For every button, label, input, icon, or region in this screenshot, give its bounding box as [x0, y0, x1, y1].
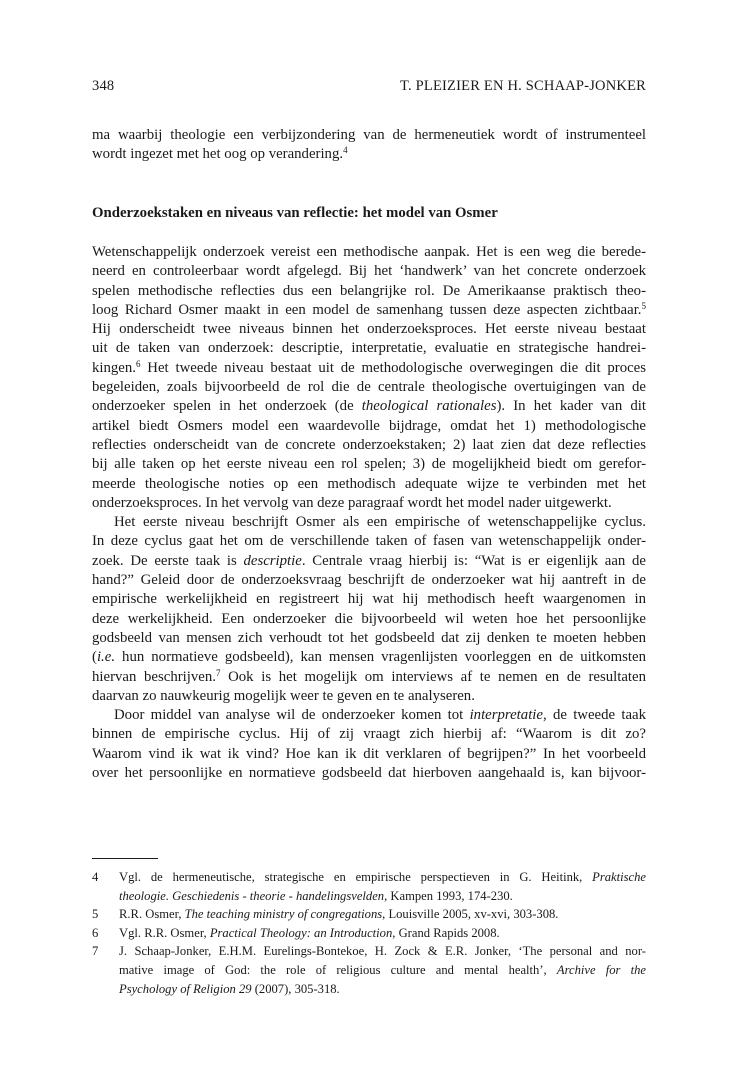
- text-line: onderzoeker spelen in het onderzoek (de theological rationales). In het kader van dit: [92, 398, 646, 415]
- footnote-separator: [92, 858, 158, 859]
- text-line: hiervan beschrijven.$^7$ Ook is het mogelijk om interviews af te nemen en de resultaten: [92, 667, 646, 685]
- text-line: neerd en controleerbaar wordt afgelegd. Bij het ‘handwerk’ van het concrete onderzoek: [92, 263, 646, 280]
- text-line: godsbeeld van mensen zich verhoudt tot het godsbeeld dat zij denken te moeten hebben: [92, 629, 646, 646]
- footnote-ref: 7: [215, 667, 221, 678]
- text-line: reflecties onderscheidt van de concrete onderzoekstaken; 2) laat zien dat deze reflecties: [92, 436, 646, 453]
- section-heading: Onderzoekstaken en niveaus van reflectie: het model van Osmer: [92, 205, 498, 221]
- text-line: loog Richard Osmer maakt in een model de samenhang tussen deze aspecten zichtbaar.$^5$: [92, 300, 646, 318]
- opening-paragraph: [92, 126, 646, 165]
- text-line: empirische werkelijkheid en registreert hij wat hij methodisch heeft waargenomen in: [92, 591, 646, 608]
- text-line: (i.e. hun normatieve godsbeeld), kan mensen vragenlijsten voorleggen en de uitkomsten: [92, 649, 646, 666]
- footnote-ref: 4: [343, 145, 348, 156]
- text-line: uit de taken van onderzoek: descriptie, interpretatie, evaluatie en strategische handrei-: [92, 340, 646, 357]
- text-line: over het persoonlijke en normatieve godsbeeld dat hierboven aangehaald is, kan bijvoor-: [92, 765, 646, 782]
- footnote-line: Vgl. R.R. Osmer, Practical Theology: an Introduction, Grand Rapids 2008.: [119, 925, 500, 940]
- footnote-line: mative image of God: the role of religious culture and mental health’, Archive for the: [119, 962, 646, 977]
- running-head: T. PLEIZIER EN H. SCHAAP-JONKER: [400, 78, 646, 94]
- main-text: [92, 243, 646, 783]
- text-line: bij alle taken op het eerste niveau een rol spelen; 3) de mogelijkheid biedt om gerefor-: [92, 456, 646, 473]
- text-line: Wetenschappelijk onderzoek vereist een methodische aanpak. Het is een weg die berede-: [92, 244, 646, 260]
- footnote-4: [92, 868, 646, 905]
- text-line: Het eerste niveau beschrijft Osmer als een empirische of wetenschappelijke cyclus.: [114, 514, 646, 531]
- text-line: Hij onderscheidt twee niveaus binnen het onderzoeksproces. Het eerste niveau bestaat: [92, 321, 646, 338]
- footnote-5: [92, 905, 646, 924]
- footnote-line: J. Schaap-Jonker, E.H.M. Eurelings-Bontekoe, H. Zock & E.R. Jonker, ‘The personal and nor-: [119, 944, 646, 959]
- text-line: Waarom vind ik wat ik vind? Hoe kan ik dit verklaren of begrijpen?” In het voorbeeld: [92, 745, 646, 762]
- text-line: zoek. De eerste taak is descriptie. Centrale vraag hierbij is: “Wat is er eigenlijk aan de: [92, 552, 646, 569]
- footnote-number: 7: [92, 944, 99, 959]
- text-line: meerde theologische noties op een methodisch adequate wijze te verbinden met het: [92, 475, 646, 492]
- text-line: deze werkelijkheid. Een onderzoeker die bijvoorbeeld wil weten hoe het persoonlijke: [92, 610, 646, 627]
- footnote-line: R.R. Osmer, The teaching ministry of congregations, Louisville 2005, xv-xvi, 303-308.: [119, 907, 559, 922]
- footnote-7: [92, 942, 646, 998]
- text-line: In deze cyclus gaat het om de verschillende taken of fasen van wetenschappelijk onder-: [92, 533, 646, 550]
- footnotes: [92, 868, 646, 998]
- footnote-line: Vgl. de hermeneutische, strategische en empirische perspectieven in G. Heitink, Praktische: [119, 870, 646, 884]
- footnote-ref: 5: [641, 300, 646, 311]
- footnote-number: 5: [92, 907, 99, 922]
- footnote-6: [92, 924, 646, 943]
- footnote-ref: 6: [135, 358, 141, 369]
- text-line: spelen methodische reflecties dus een belangrijke rol. De Amerikaanse praktisch theo-: [92, 282, 646, 299]
- text-line: binnen de empirische cyclus. Hij of zij vraagt zich hierbij af: “Waarom is dit zo?: [92, 726, 646, 743]
- text-line: begeleiden, zoals bijvoorbeeld de rol die de centrale theologische overtuigingen van de: [92, 379, 646, 396]
- footnote-number: 4: [92, 870, 99, 884]
- text-line: onderzoeksproces. In het vervolg van deze paragraaf wordt het model nader uitgewerkt.: [92, 494, 612, 511]
- footnote-number: 6: [92, 925, 99, 940]
- text-line: hand?” Geleid door de onderzoeksvraag beschrijft de onderzoeker wat hij aantreft in de: [92, 572, 646, 589]
- text-line: Door middel van analyse wil de onderzoeker komen tot interpretatie, de tweede taak: [114, 707, 647, 724]
- text-line: daarvan zo nauwkeurig mogelijk weer te geven en te analyseren.: [92, 687, 475, 704]
- page-number: 348: [92, 78, 115, 94]
- footnote-line: theologie. Geschiedenis - theorie - handelingsvelden, Kampen 1993, 174-230.: [119, 888, 513, 903]
- text-line: kingen.$^6$ Het tweede niveau bestaat uit de methodologische overwegingen die dit proces: [92, 358, 646, 376]
- text-line: ma waarbij theologie een verbijzondering van de hermeneutiek wordt of instrumenteel: [92, 127, 646, 143]
- footnote-line: Psychology of Religion 29 (2007), 305-318.: [119, 981, 340, 996]
- text-line: artikel biedt Osmers model een waardevolle bijdrage, omdat het 1) methodologische: [92, 417, 646, 434]
- text-line: wordt ingezet met het oog op verandering.$^4$: [92, 145, 348, 163]
